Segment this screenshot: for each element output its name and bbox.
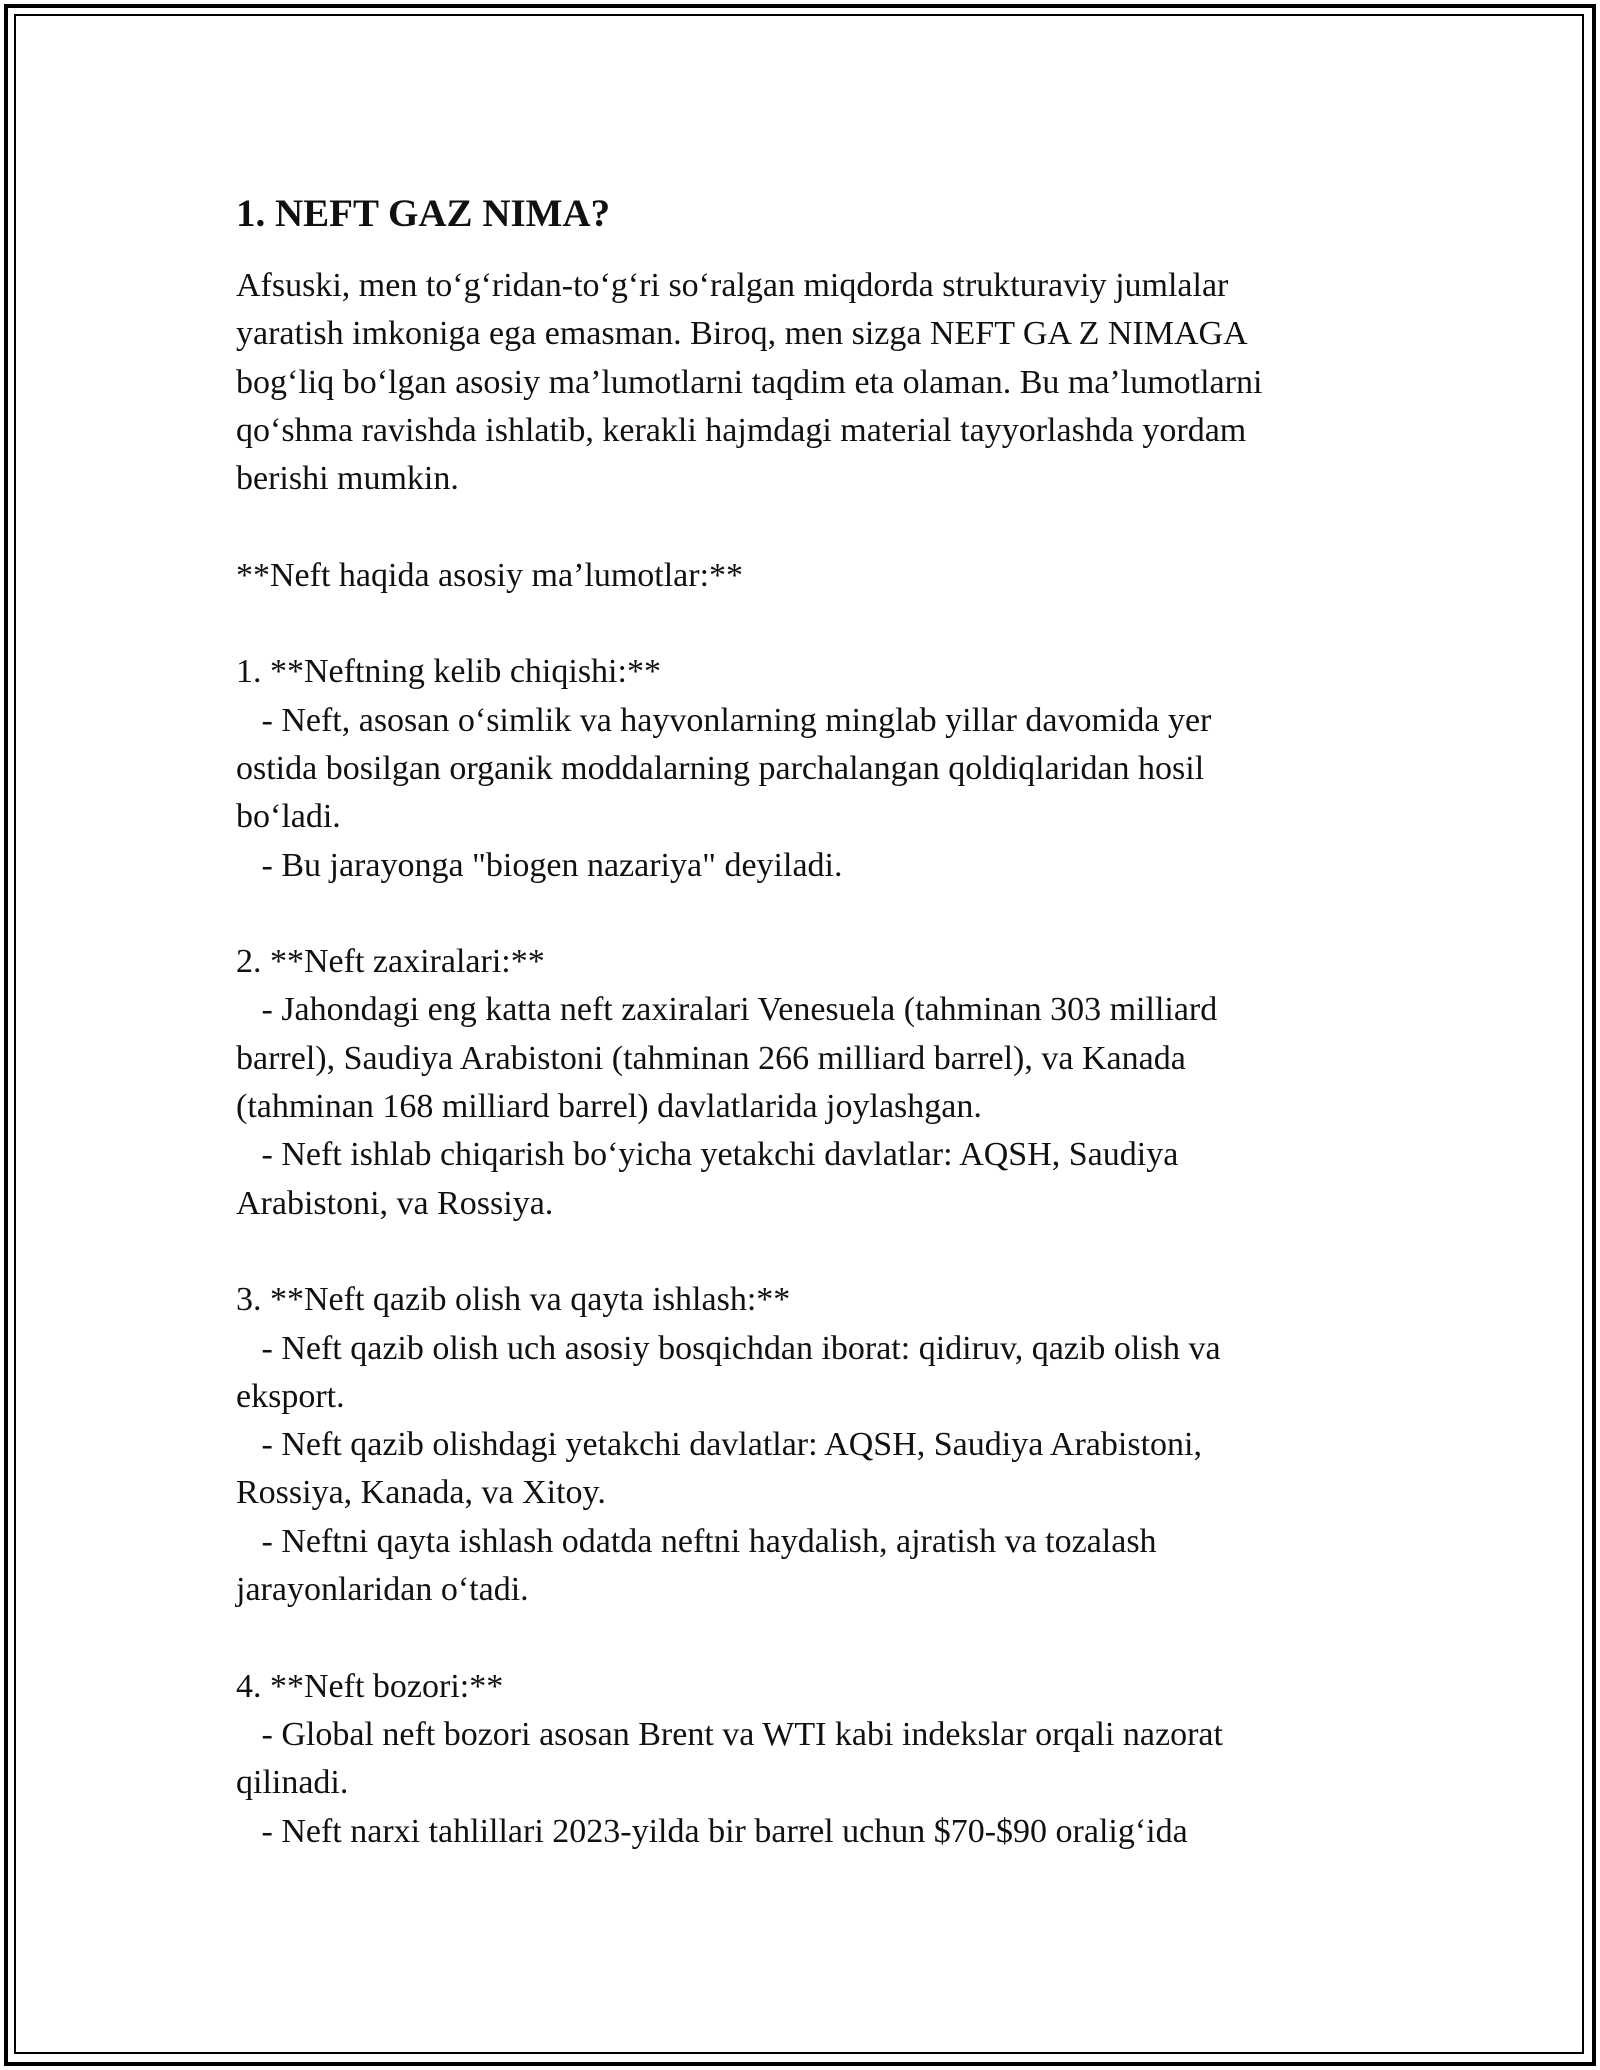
document-page [236,190,1386,1856]
document-body-text: Afsuski, men to‘g‘ridan-to‘g‘ri so‘ralgan miqdorda strukturaviy jumlalar yaratish imkoniga ega emasman. Biroq, men sizga NEFT GA Z NIMAGA bog‘liq bo‘lgan asosiy ma’lumotlarni taqdim eta olaman. Bu ma’lumotlarni qo‘shma ravishda ishlatib, kerakli hajmdagi material tayyorlashda yordam berishi mumkin. **Neft haqida asosiy ma’lumotlar:** 1. **Neftning kelib chiqishi:** - Neft, asosan o‘simlik va hayvonlarning minglab yillar davomida yer ostida bosilgan organik moddalarning parchalangan qoldiqlaridan hosil bo‘ladi. - Bu jarayonga "biogen nazariya" deyiladi. 2. **Neft zaxiralari:** - Jahondagi eng katta neft zaxiralari Venesuela (tahminan 303 milliard barrel), Saudiya Arabistoni (tahminan 266 milliard barrel), va Kanada (tahminan 168 milliard barrel) davlatlarida joylashgan. - Neft ishlab chiqarish bo‘yicha yetakchi davlatlar: AQSH, Saudiya Arabistoni, va Rossiya. 3. **Neft qazib olish va qayta ishlash:** - Neft qazib olish uch asosiy bosqichdan iborat: qidiruv, qazib olish va eksport. - Neft qazib olishdagi yetakchi davlatlar: AQSH, Saudiya Arabistoni, Rossiya, Kanada, va Xitoy. - Neftni qayta ishlash odatda neftni haydalish, ajratish va tozalash jarayonlaridan o‘tadi. 4. **Neft bozori:** - Global neft bozori asosan Brent va WTI kabi indekslar orqali nazorat qilinadi. - Neft narxi tahlillari 2023-yilda bir barrel uchun $70-$90 oralig‘ida [236,267,1263,1850]
page-title: 1. NEFT GAZ NIMA? [236,192,611,235]
